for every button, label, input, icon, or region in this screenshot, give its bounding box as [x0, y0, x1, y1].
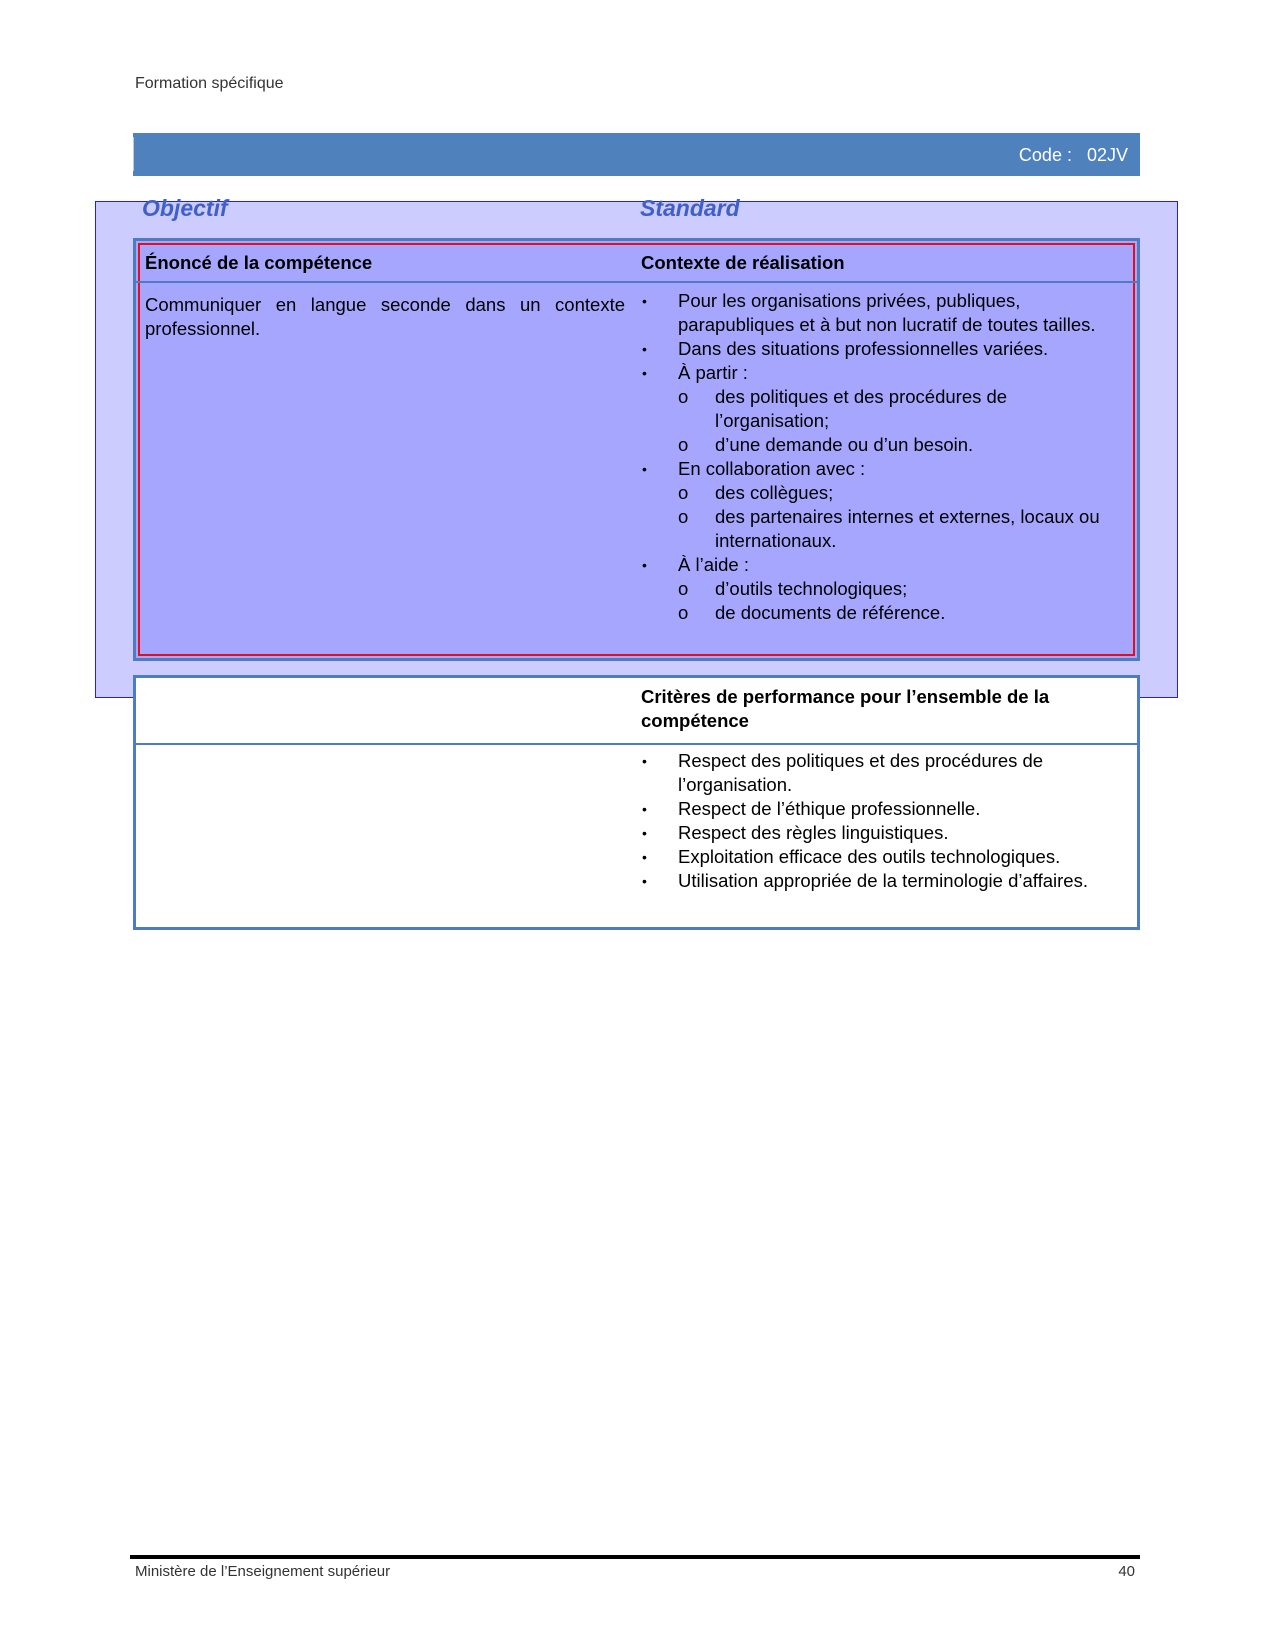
sub-bullet-icon: o [678, 578, 689, 599]
running-header: Formation spécifique [135, 75, 284, 92]
bullet-icon: • [642, 801, 647, 817]
bullet-icon: • [642, 365, 647, 381]
criteria-item-text: Respect des règles linguistiques. [678, 822, 949, 843]
sub-bullet-icon: o [678, 506, 689, 527]
footer-rule [130, 1555, 1140, 1559]
criteria-item-text: Respect de l’éthique professionnelle. [678, 798, 981, 819]
sub-bullet-icon: o [678, 386, 689, 407]
objective-label: Objectif [142, 195, 228, 221]
context-item-text: En collaboration avec : [678, 458, 866, 479]
criteria-heading: Critères de performance pour l’ensemble de la compétence [641, 686, 1050, 731]
bullet-icon: • [642, 461, 647, 477]
context-item-text: Dans des situations professionnelles variées. [678, 338, 1049, 359]
criteria-item [641, 749, 1106, 797]
context-subitem-text: d’outils technologiques; [715, 578, 908, 599]
competence-heading: Énoncé de la compétence [145, 252, 373, 273]
criteria-item [641, 821, 1106, 845]
criteria-item [641, 845, 1106, 869]
context-item [641, 289, 1111, 337]
banner-edge [133, 137, 134, 171]
context-subitem [678, 601, 1111, 625]
context-item [641, 457, 1111, 553]
competence-statement: Communiquer en langue seconde dans un contexte professionnel. [145, 294, 625, 339]
criteria-item-text: Utilisation appropriée de la terminologie d’affaires. [678, 870, 1088, 891]
standard-label: Standard [640, 195, 740, 221]
context-subitem [678, 385, 1111, 433]
sub-bullet-icon: o [678, 434, 689, 455]
context-subitem-text: des collègues; [715, 482, 834, 503]
context-subitem-text: de documents de référence. [715, 602, 946, 623]
sub-bullet-icon: o [678, 482, 689, 503]
context-item [641, 553, 1111, 625]
context-item-text: À partir : [678, 362, 748, 383]
context-item-text: À l’aide : [678, 554, 749, 575]
sub-bullet-icon: o [678, 602, 689, 623]
criteria-item-text: Respect des politiques et des procédures de l’organisation. [678, 750, 1044, 795]
bullet-icon: • [642, 557, 647, 573]
competence-code: Code : 02JV [1018, 145, 1128, 165]
bullet-icon: • [642, 873, 647, 889]
table-header-divider [136, 281, 1137, 283]
criteria-item [641, 797, 1106, 821]
criteria-table [133, 675, 1140, 930]
context-list [641, 289, 1111, 625]
page-number: 40 [1118, 1563, 1135, 1580]
context-subitem [678, 505, 1111, 553]
context-subitem [678, 577, 1111, 601]
context-heading: Contexte de réalisation [641, 252, 845, 273]
criteria-item [641, 869, 1106, 893]
competence-table [133, 238, 1140, 661]
code-banner [133, 133, 1140, 176]
criteria-header-divider [136, 743, 1137, 745]
footer-ministry: Ministère de l’Enseignement supérieur [135, 1563, 391, 1580]
context-subitem-text: des politiques et des procédures de l’organisation; [715, 386, 1008, 431]
bullet-icon: • [642, 825, 647, 841]
context-item [641, 337, 1111, 361]
bullet-icon: • [642, 753, 647, 769]
context-subitem-text: d’une demande ou d’un besoin. [715, 434, 974, 455]
context-subitem [678, 433, 1111, 457]
context-subitem [678, 481, 1111, 505]
context-item [641, 361, 1111, 457]
context-subitem-text: des partenaires internes et externes, locaux ou internationaux. [715, 506, 1100, 551]
bullet-icon: • [642, 293, 647, 309]
context-item-text: Pour les organisations privées, publiques, parapubliques et à but non lucratif de toutes tailles. [678, 290, 1096, 335]
criteria-item-text: Exploitation efficace des outils technologiques. [678, 846, 1061, 867]
bullet-icon: • [642, 341, 647, 357]
bullet-icon: • [642, 849, 647, 865]
criteria-list [641, 749, 1106, 893]
